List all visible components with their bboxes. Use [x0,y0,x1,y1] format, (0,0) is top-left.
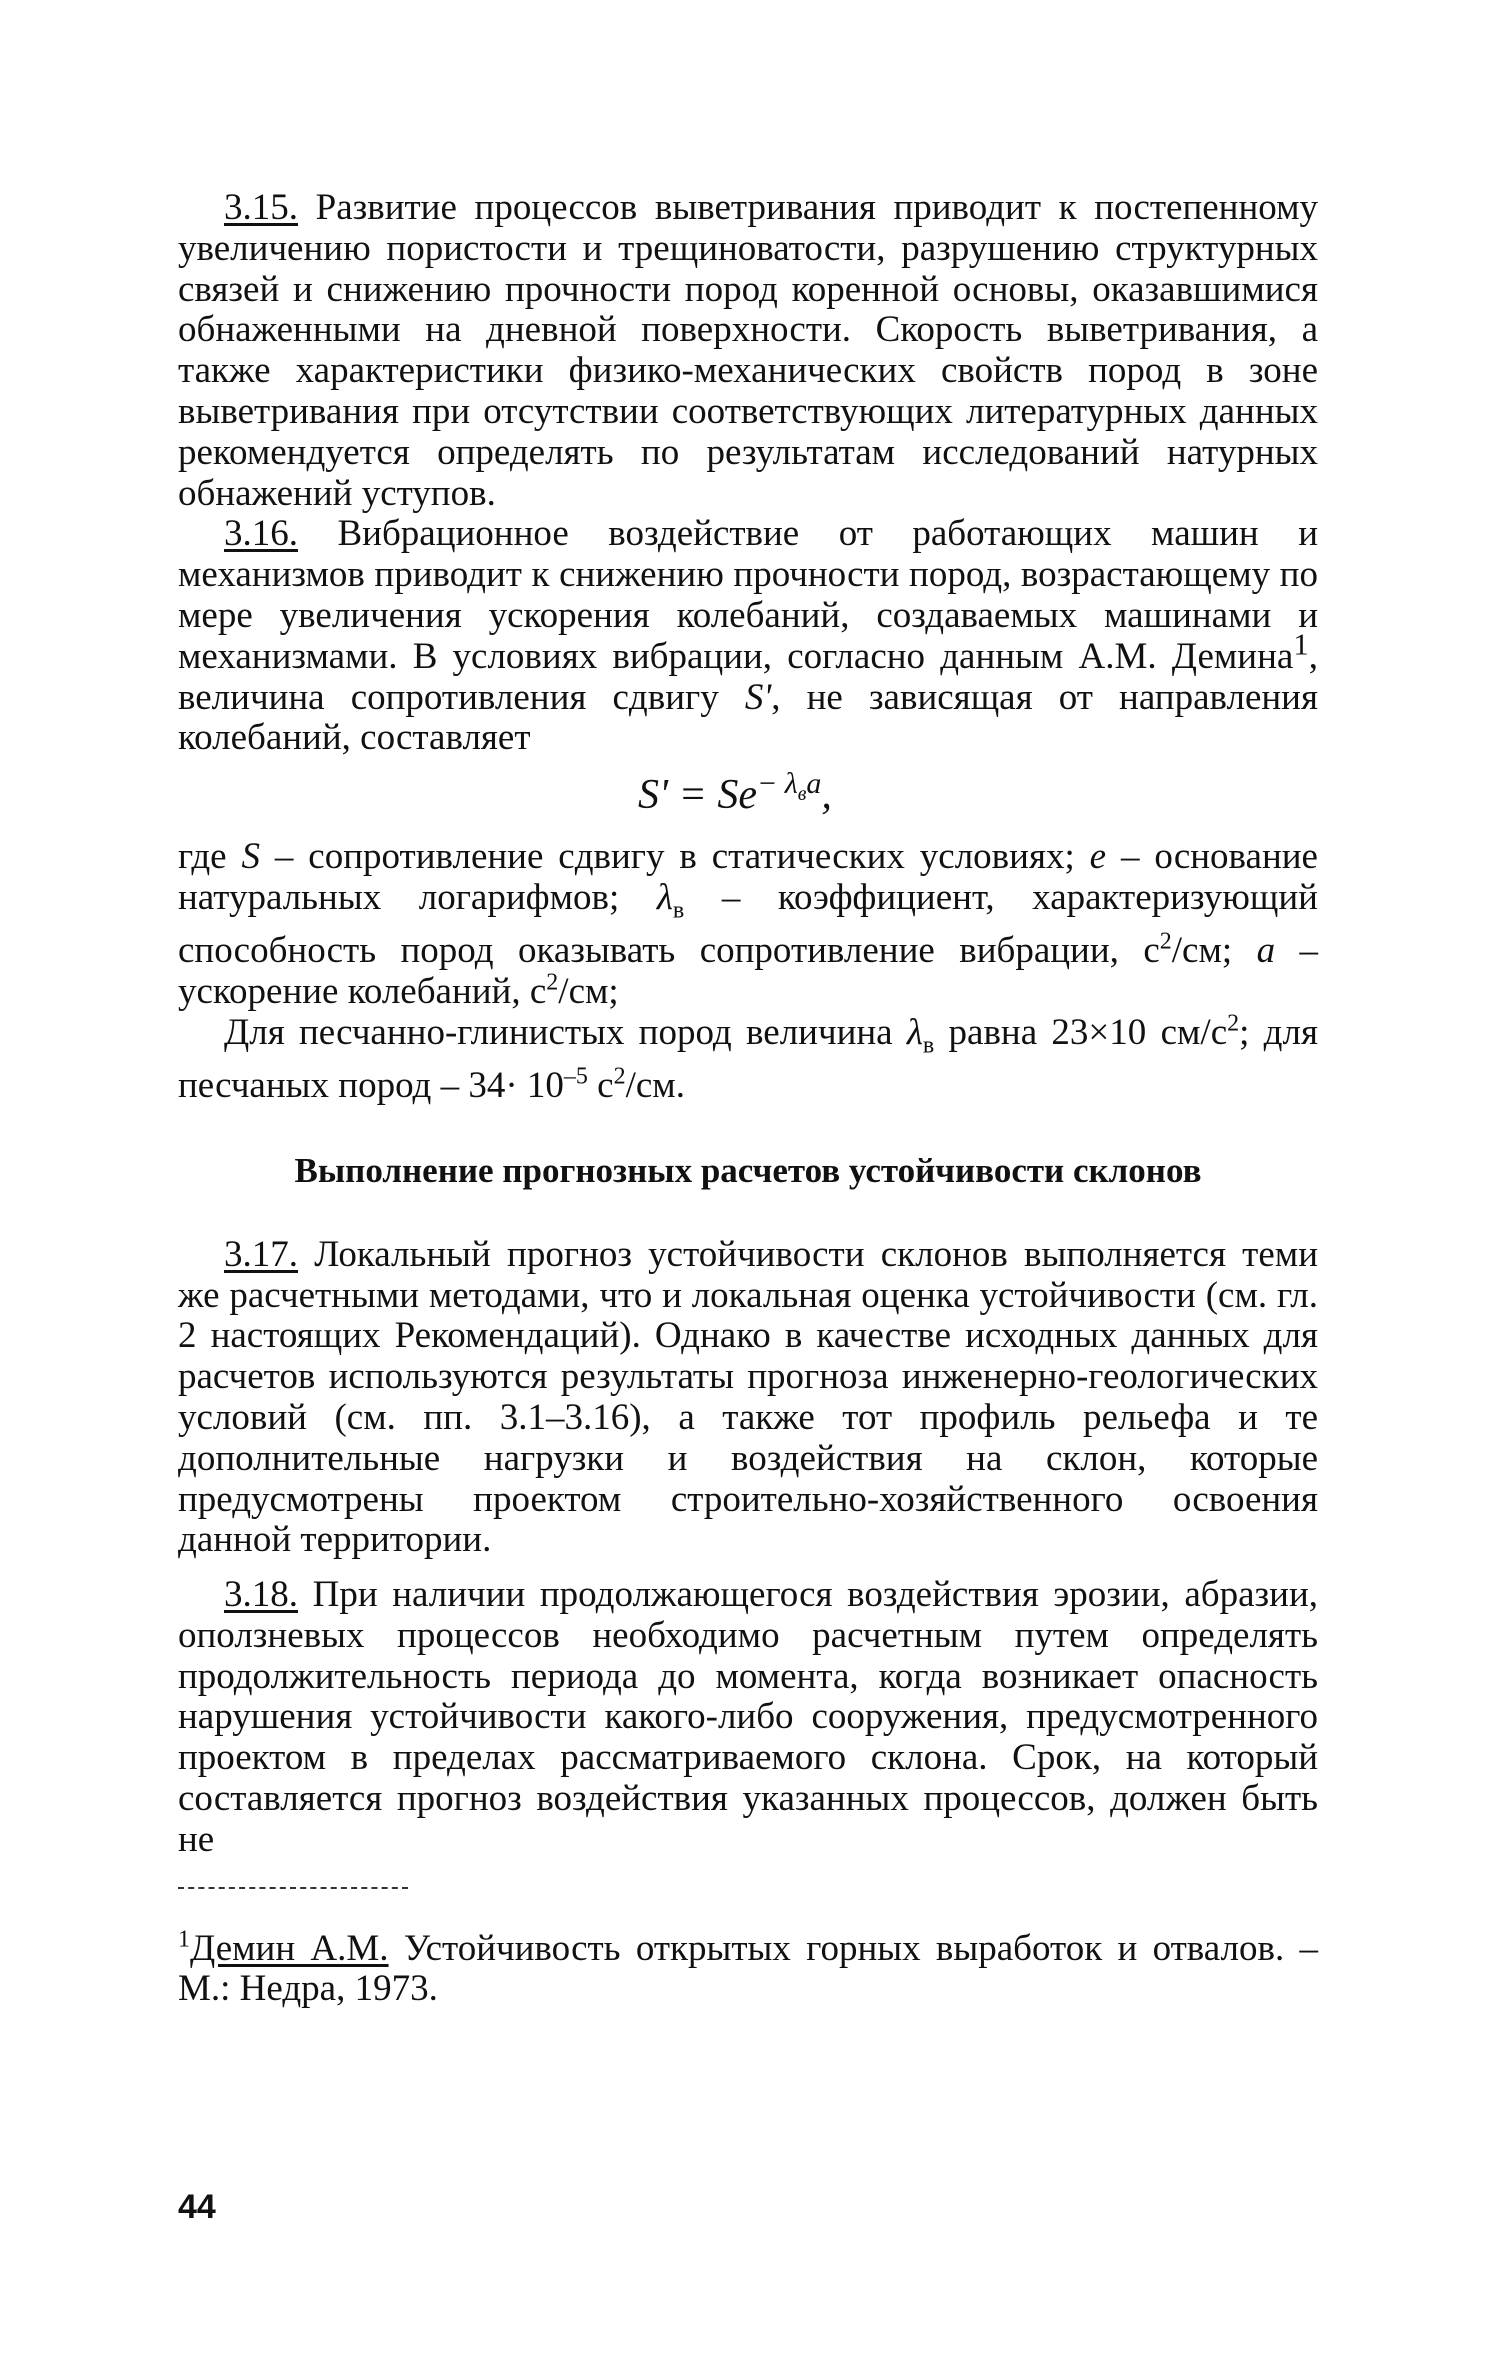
values-text: ; для песчаных пород – 34· 10 [178,1011,1318,1106]
symbol-lambda: λ [656,876,673,918]
footnote-author: Демин А.М. [190,1927,389,1969]
symbol-lambda: λ [906,1011,923,1053]
values-text: /см. [625,1064,685,1106]
where-text: – сопротивление сдвигу в статических условиях; [259,836,1090,878]
paragraph-text: Развитие процессов выветривания приводит к постепенному увеличению пористости и трещиноватости, разрушению структурных связей и снижению прочности пород коренной основы, оказавшимися обнаженными на дневной поверхности. Скорость выветривания, а также характеристики физико-механических свойств пород в зоне выветривания при отсутствии соответствующих литературных данных рекомендуется определять по результатам исследований натурных обнажений уступов. [178,187,1318,514]
formula-end: , [821,772,832,819]
formula-exponent [756,767,822,806]
symbol-a: a [1256,930,1276,972]
superscript: 2 [1227,1010,1240,1037]
paragraph-number: 3.15. [224,187,298,228]
formula-exponent-a: a [806,767,822,801]
paragraph-3-15 [178,188,1318,514]
symbol-e: e [1089,836,1107,878]
symbol-lambda-sub: в [922,1032,935,1059]
paragraph-number: 3.17. [224,1233,298,1275]
paragraph-3-17 [178,1235,1318,1561]
values-text: Для песчанно-глинистых пород величина [224,1011,907,1053]
formula-explanation [178,837,1318,1013]
main-text [178,188,1318,2010]
symbol-s: S [241,836,260,878]
where-text: /см; [558,970,619,1012]
formula [178,767,1318,823]
footnote-text: Устойчивость открытых горных выработок и отвалов. – М.: Недра, 1973. [178,1927,1318,2010]
footnote-divider [178,1887,408,1889]
formula-exponent-lambda: − λ [756,767,798,801]
where-text: – ускорение колебаний, с [178,930,1318,1012]
symbol-lambda-sub: в [672,897,685,924]
where-text: где [178,836,242,878]
section-heading: Выполнение прогнозных расчетов устойчивости склонов [294,1150,1202,1190]
paragraph-3-18 [178,1575,1318,1861]
where-text: – коэффициент, характеризующий способность пород оказывать сопротивление вибрации, с [178,876,1318,972]
superscript: 2 [1159,928,1172,955]
values-text: с [587,1064,614,1106]
where-text: – основание натуральных логарифмов; [178,836,1318,918]
paragraph-values [178,1010,1318,1107]
footnote [178,1926,1318,2011]
paragraph-number: 3.16. [224,513,298,555]
formula-exponent-sub: в [797,783,807,806]
paragraph-3-16 [178,514,1318,759]
paragraph-text: При наличии продолжающегося воздействия эрозии, абразии, оползневых процессов необходимо расчетным путем определять продолжительность периода до момента, когда возникает опасность нарушения устойчивости какого-либо сооружения, предусмотренного проектом в пределах рассматриваемого склона. Срок, на который составляется прогноз воздействия указанных процессов, должен быть не [178,1574,1318,1860]
footnote-reference: 1 [1293,627,1309,662]
formula-lhs: S' = Se [638,772,757,819]
superscript: 2 [613,1063,626,1090]
paragraph-text: , не зависящая от направления колебаний, составляет [178,676,1318,759]
shear-resistance-symbol: S' [744,676,772,718]
paragraph-text: , величина сопротивления сдвигу [178,635,1318,718]
where-text: /см; [1171,930,1257,972]
footnote-marker: 1 [178,1926,190,1953]
paragraph-text: Вибрационное воздействие от работающих машин и механизмов приводит к снижению прочности пород, возрастающему по мере увеличения ускорения колебаний, создаваемых машинами и механизмами. В условиях вибрации, согласно данным А.М. Демина [178,513,1318,677]
paragraph-text: Локальный прогноз устойчивости склонов выполняется теми же расчетными методами, что и локальная оценка устойчивости (см. гл. 2 настоящих Рекомендаций). Однако в качестве исходных данных для расчетов используются результаты прогноза инженерно-геологических условий (см. пп. 3.1–3.16), а также тот профиль рельефа и те дополнительные нагрузки и воздействия на склон, которые предусмотрены проектом строительно-хозяйственного освоения данной территории. [178,1233,1318,1561]
page-number: 44 [178,2188,216,2226]
superscript: –5 [563,1063,588,1090]
paragraph-number: 3.18. [224,1574,298,1616]
superscript: 2 [546,969,559,996]
values-text: равна 23×10 см/с [934,1011,1228,1053]
